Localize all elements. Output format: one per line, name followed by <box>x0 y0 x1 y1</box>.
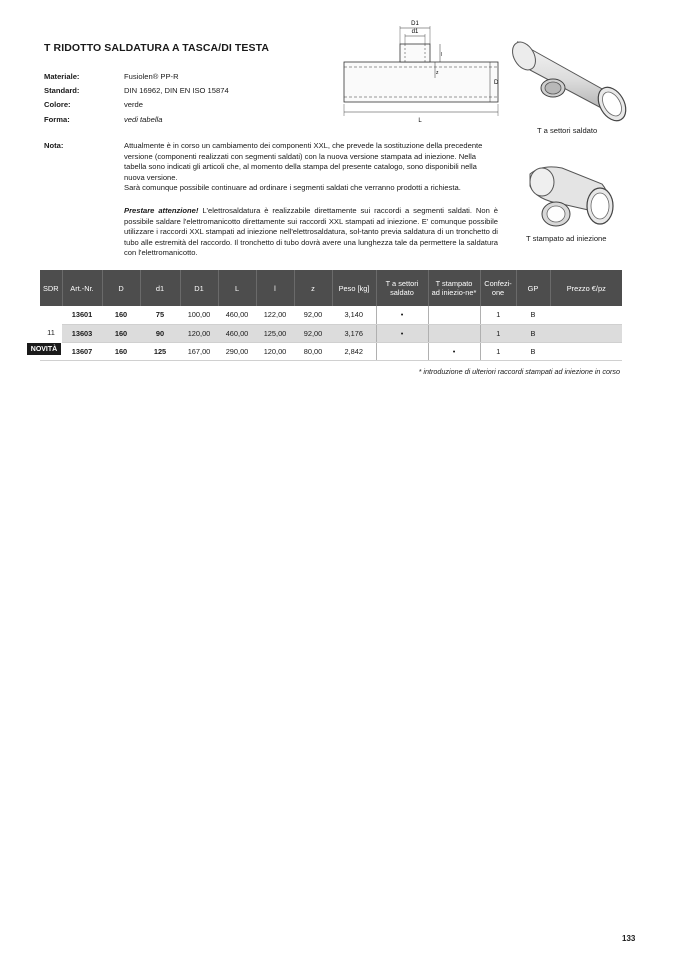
novita-badge: NOVITÀ <box>27 343 61 355</box>
nota-paragraph: Sarà comunque possibile continuare ad ordinare i segmenti saldati che verranno prodotti a richiesta. <box>124 183 461 192</box>
cell-confezione: 1 <box>480 342 516 360</box>
nota-text <box>124 141 498 194</box>
cell-peso: 3,140 <box>332 306 376 324</box>
col-header-l: l <box>256 270 294 306</box>
cell-z: 80,00 <box>294 342 332 360</box>
label-d1: d1 <box>411 29 419 35</box>
cell-t-stampato <box>428 306 480 324</box>
cell-confezione: 1 <box>480 306 516 324</box>
cell-peso: 3,176 <box>332 324 376 342</box>
property-row <box>44 70 229 84</box>
spec-table <box>40 270 622 361</box>
col-header-L: L <box>218 270 256 306</box>
cell-confezione: 1 <box>480 324 516 342</box>
page-number: 133 <box>622 934 636 943</box>
cell-l: 122,00 <box>256 306 294 324</box>
cell-D1: 120,00 <box>180 324 218 342</box>
property-value: DIN 16962, DIN EN ISO 15874 <box>124 86 229 96</box>
cell-L: 290,00 <box>218 342 256 360</box>
property-row <box>44 98 229 112</box>
col-header-t-stampato: T stampato ad iniezio-ne* <box>428 270 480 306</box>
label-L: L <box>418 118 422 124</box>
photo-caption: T stampato ad iniezione <box>526 234 607 243</box>
cell-prezzo <box>550 324 622 342</box>
cell-D: 160 <box>102 342 140 360</box>
attention-body: L'elettrosaldatura è realizzabile direttamente sui raccordi a segmenti saldati. Non è possibile saldare l'elettromanicotto direttamente sui raccordi XXL stampati ad iniezione. E' comunque possibile utilizzare i raccordi XXL stampati ad iniezione nell'elettrosaldatura, sol-tanto previa saldatura di un tronchetto di tubo alle estremità del raccordo. Il tronchetto di tubo dovrà avere una lunghezza tale da permettere la saldatura con l'elettromanicotto. <box>124 206 498 257</box>
cell-d1: 125 <box>140 342 180 360</box>
cell-art: 13603 <box>62 324 102 342</box>
cell-art: 13607 <box>62 342 102 360</box>
col-header-t-settori: T a settori saldato <box>376 270 428 306</box>
welded-tee-image <box>508 32 630 124</box>
cell-l: 125,00 <box>256 324 294 342</box>
col-header-prezzo: Prezzo €/pz <box>550 270 622 306</box>
col-header-gp: GP <box>516 270 550 306</box>
col-header-z: z <box>294 270 332 306</box>
col-header-sdr: SDR <box>40 270 62 306</box>
photo-caption: T a settori saldato <box>537 126 598 135</box>
property-value: verde <box>124 100 143 110</box>
col-header-confezione: Confezi-one <box>480 270 516 306</box>
property-row <box>44 84 229 98</box>
col-header-art: Art.-Nr. <box>62 270 102 306</box>
cell-t-stampato: • <box>428 342 480 360</box>
cell-D1: 167,00 <box>180 342 218 360</box>
cell-gp: B <box>516 306 550 324</box>
property-label: Standard: <box>44 86 80 96</box>
col-header-D1: D1 <box>180 270 218 306</box>
footnote: * introduzione di ulteriori raccordi stampati ad iniezione in corso <box>418 367 620 376</box>
cell-prezzo <box>550 342 622 360</box>
cell-D: 160 <box>102 306 140 324</box>
label-D: D <box>494 80 499 86</box>
cell-gp: B <box>516 324 550 342</box>
cell-z: 92,00 <box>294 306 332 324</box>
cell-t-stampato <box>428 324 480 342</box>
cell-prezzo <box>550 306 622 324</box>
properties-list <box>44 70 229 127</box>
property-value: vedi tabella <box>124 114 163 124</box>
attention-lead: Prestare attenzione! <box>124 206 199 215</box>
cell-z: 92,00 <box>294 324 332 342</box>
cell-sdr: 11 <box>40 306 62 360</box>
label-l: l <box>441 52 443 58</box>
property-label: Forma: <box>44 114 70 124</box>
cell-gp: B <box>516 342 550 360</box>
table-row <box>40 306 622 324</box>
cell-d1: 90 <box>140 324 180 342</box>
property-label: Colore: <box>44 100 71 110</box>
col-header-d1: d1 <box>140 270 180 306</box>
cell-D: 160 <box>102 324 140 342</box>
technical-drawing <box>340 18 505 126</box>
table-row <box>40 324 622 342</box>
cell-L: 460,00 <box>218 306 256 324</box>
col-header-D: D <box>102 270 140 306</box>
table-header-row <box>40 270 622 306</box>
attention-text <box>124 206 498 259</box>
property-label: Materiale: <box>44 72 80 81</box>
property-row <box>44 113 229 127</box>
table-row <box>40 342 622 360</box>
injection-tee-image <box>522 156 614 234</box>
cell-t-settori: • <box>376 324 428 342</box>
cell-l: 120,00 <box>256 342 294 360</box>
property-value: Fusiolen® PP-R <box>124 72 179 81</box>
nota-paragraph: Attualmente è in corso un cambiamento dei componenti XXL, che prevede la sostituzione della precedente versione (componenti realizzati con segmenti saldati) con la nuova versione stampata ad iniezione. Nella tabella sono indicati gli articoli che, al momento della stampa del presente catalogo, sono disponibili nella nuova versione. <box>124 141 483 182</box>
cell-art: 13601 <box>62 306 102 324</box>
label-D1: D1 <box>411 21 419 27</box>
label-z: z <box>436 70 439 76</box>
cell-d1: 75 <box>140 306 180 324</box>
cell-peso: 2,842 <box>332 342 376 360</box>
cell-t-settori: • <box>376 306 428 324</box>
nota-label: Nota: <box>44 141 64 150</box>
cell-t-settori <box>376 342 428 360</box>
page-title: T RIDOTTO SALDATURA A TASCA/DI TESTA <box>44 42 270 54</box>
col-header-peso: Peso [kg] <box>332 270 376 306</box>
cell-D1: 100,00 <box>180 306 218 324</box>
cell-L: 460,00 <box>218 324 256 342</box>
